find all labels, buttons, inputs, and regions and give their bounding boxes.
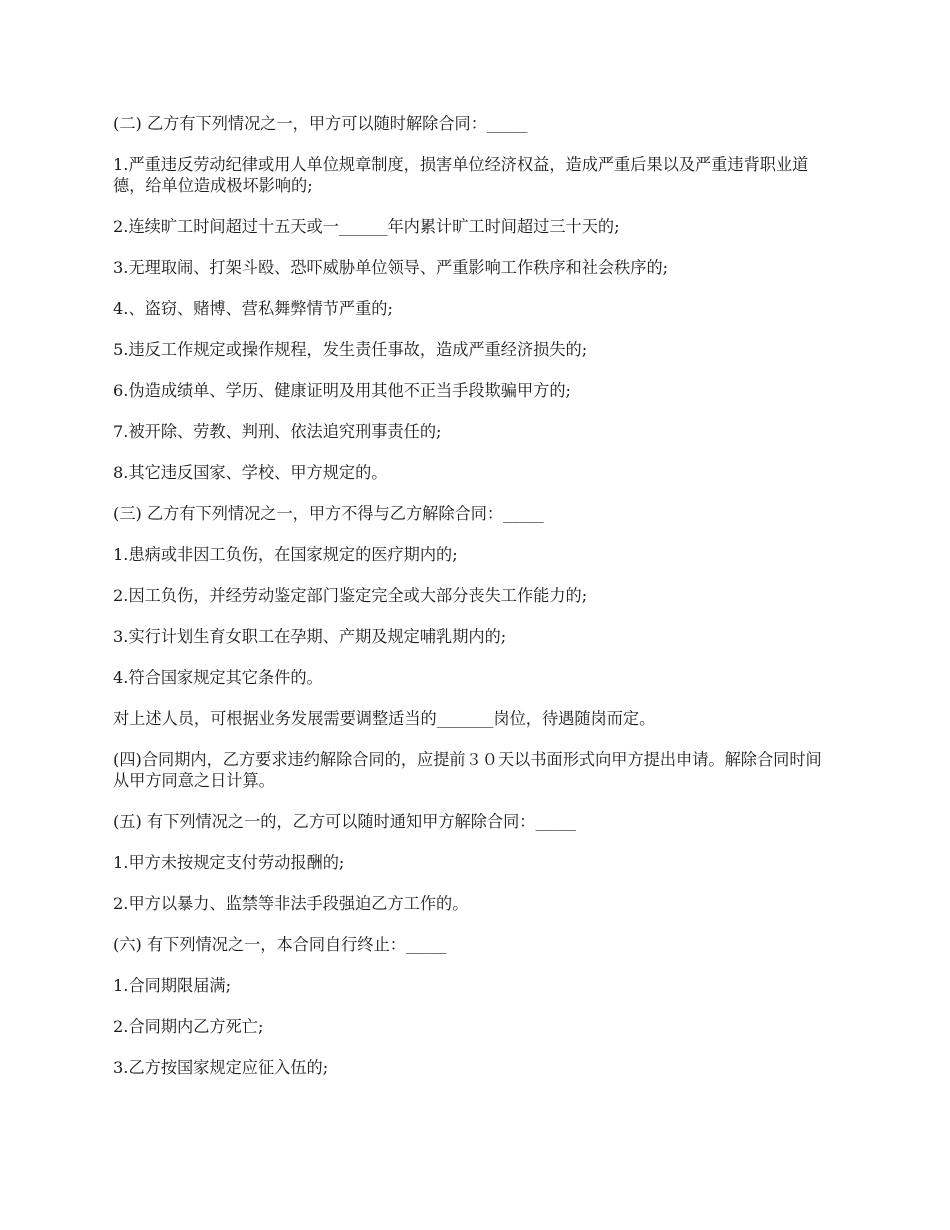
section-5-item-1: 1.甲方未按规定支付劳动报酬的; (113, 853, 345, 872)
section-6-item-2: 2.合同期内乙方死亡; (113, 1017, 264, 1036)
section-2-item-4: 4.、盗窃、赌博、营私舞弊情节严重的; (113, 299, 393, 318)
section-2-item-7: 7.被开除、劳教、判刑、依法追究刑事责任的; (113, 422, 442, 441)
section-2-item-8: 8.其它违反国家、学校、甲方规定的。 (113, 463, 388, 482)
section-5-item-2: 2.甲方以暴力、监禁等非法手段强迫乙方工作的。 (113, 894, 469, 913)
section-2-item-6: 6.伪造成绩单、学历、健康证明及用其他不正当手段欺骗甲方的; (113, 381, 571, 400)
section-2-item-5: 5.违反工作规定或操作规程，发生责任事故，造成严重经济损失的; (113, 340, 588, 359)
section-2-heading: (二) 乙方有下列情况之一，甲方可以随时解除合同：_____ (113, 114, 528, 133)
section-6-item-3: 3.乙方按国家规定应征入伍的; (113, 1058, 329, 1077)
section-3-item-2: 2.因工负伤，并经劳动鉴定部门鉴定完全或大部分丧失工作能力的; (113, 586, 588, 605)
section-2-item-2: 2.连续旷工时间超过十五天或一______年内累计旷工时间超过三十天的; (113, 217, 620, 236)
section-2-item-1: 1.严重违反劳动纪律或用人单位规章制度，损害单位经济权益，造成严重后果以及严重违背职业道德，给单位造成极坏影响的; (113, 155, 809, 195)
section-3-note: 对上述人员，可根据业务发展需要调整适当的_______岗位，待遇随岗而定。 (113, 709, 656, 728)
section-3-item-3: 3.实行计划生育女职工在孕期、产期及规定哺乳期内的; (113, 627, 507, 646)
section-3-heading: (三) 乙方有下列情况之一，甲方不得与乙方解除合同：_____ (113, 504, 544, 523)
section-4-paragraph: (四)合同期内，乙方要求违约解除合同的，应提前３０天以书面形式向甲方提出申请。解除合同时间从甲方同意之日计算。 (113, 750, 822, 790)
section-6-heading: (六) 有下列情况之一，本合同自行终止：_____ (113, 935, 447, 954)
section-3-item-1: 1.患病或非因工负伤，在国家规定的医疗期内的; (113, 545, 458, 564)
section-2-item-3: 3.无理取闹、打架斗殴、恐吓威胁单位领导、严重影响工作秩序和社会秩序的; (113, 258, 669, 277)
section-3-item-4: 4.符合国家规定其它条件的。 (113, 668, 323, 687)
section-5-heading: (五) 有下列情况之一的，乙方可以随时通知甲方解除合同：_____ (113, 812, 576, 831)
section-6-item-1: 1.合同期限届满; (113, 976, 232, 995)
document-body (113, 113, 833, 1098)
